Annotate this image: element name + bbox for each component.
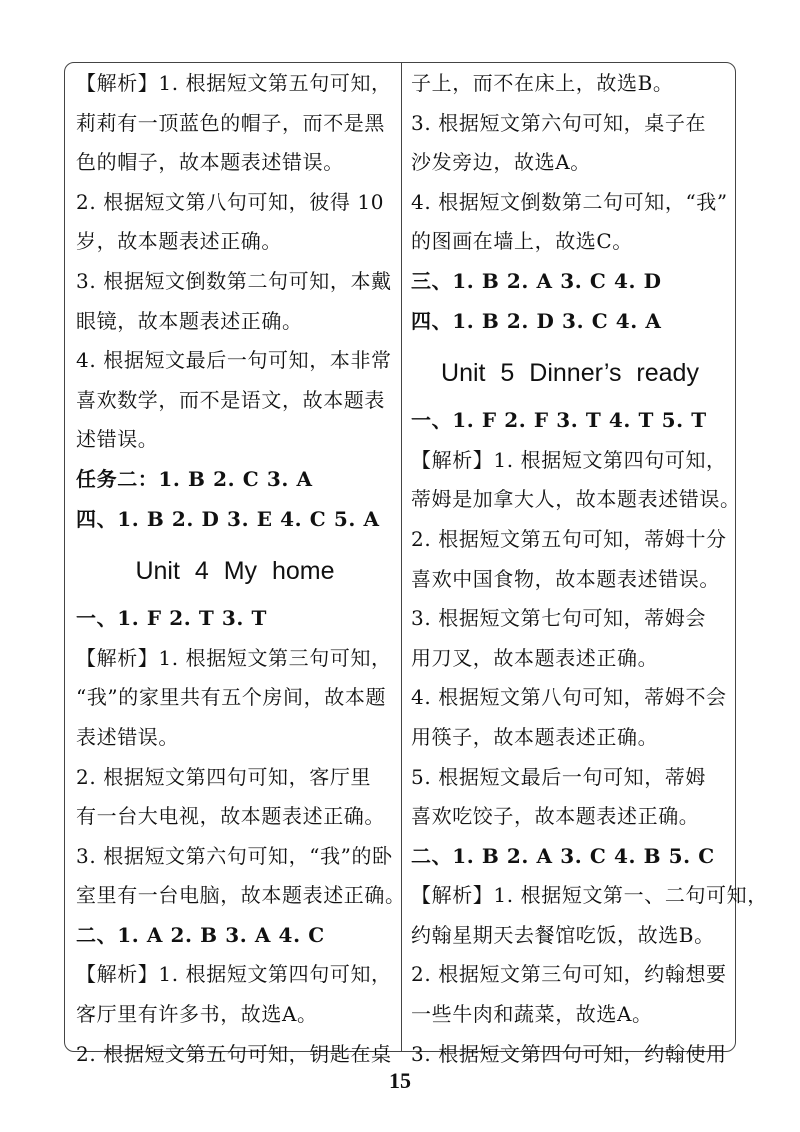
- explanation-line: 3. 根据短文第六句可知，桌子在: [411, 110, 707, 135]
- explanation-line: 喜欢数学，而不是语文，故本题表: [76, 387, 385, 412]
- explanation-line: 2. 根据短文第五句可知，钥匙在桌: [76, 1041, 392, 1066]
- explanation-line: 述错误。: [76, 427, 159, 452]
- explanation-line: 2. 根据短文第八句可知，彼得 10: [76, 189, 385, 214]
- explanation-line: 【解析】1. 根据短文第四句可知，: [411, 447, 727, 472]
- explanation-line: 3. 根据短文第四句可知，约翰使用: [411, 1041, 727, 1066]
- explanation-line: 眼镜，故本题表述正确。: [76, 308, 303, 333]
- explanation-line: 蒂姆是加拿大人，故本题表述错误。: [411, 487, 741, 512]
- explanation-line: 【解析】1. 根据短文第三句可知，: [76, 645, 392, 670]
- explanation-line: 色的帽子，故本题表述错误。: [76, 150, 344, 175]
- explanation-line: 莉莉有一顶蓝色的帽子，而不是黑: [76, 110, 385, 135]
- explanation-line: 4. 根据短文第八句可知，蒂姆不会: [411, 685, 727, 710]
- explanation-line: 一些牛肉和蔬菜，故选A。: [411, 1002, 653, 1027]
- answer-line: 二、1. A 2. B 3. A 4. C: [76, 922, 325, 947]
- explanation-line: 子上，而不在床上，故选B。: [411, 71, 674, 95]
- explanation-line: 室里有一台电脑，故本题表述正确。: [76, 883, 406, 908]
- explanation-line: 表述错误。: [76, 724, 179, 749]
- explanation-line: 3. 根据短文第六句可知，“我”的卧: [76, 843, 393, 868]
- explanation-line: 4. 根据短文最后一句可知，本非常: [76, 348, 392, 373]
- answer-line: 任务二：1. B 2. C 3. A: [76, 466, 313, 491]
- unit-title: Unit 5 Dinner’s ready: [441, 359, 699, 388]
- explanation-line: 沙发旁边，故选A。: [411, 150, 591, 175]
- explanation-line: 3. 根据短文第七句可知，蒂姆会: [411, 606, 707, 631]
- unit-title: Unit 4 My home: [135, 557, 335, 586]
- explanation-line: 5. 根据短文最后一句可知，蒂姆: [411, 764, 707, 789]
- explanation-line: “我”的家里共有五个房间，故本题: [76, 685, 387, 710]
- answer-line: 一、1. F 2. T 3. T: [76, 606, 268, 631]
- explanation-line: 2. 根据短文第四句可知，客厅里: [76, 764, 372, 789]
- explanation-line: 喜欢中国食物，故本题表述错误。: [411, 566, 720, 591]
- explanation-line: 【解析】1. 根据短文第一、二句可知，: [411, 883, 768, 908]
- answer-line: 一、1. F 2. F 3. T 4. T 5. T: [411, 408, 707, 433]
- answer-line: 四、1. B 2. D 3. E 4. C 5. A: [76, 506, 380, 531]
- explanation-line: 客厅里有许多书，故选A。: [76, 1002, 318, 1027]
- explanation-line: 2. 根据短文第三句可知，约翰想要: [411, 962, 727, 987]
- explanation-line: 约翰星期天去餐馆吃饭，故选B。: [411, 922, 715, 947]
- explanation-line: 4. 根据短文倒数第二句可知，“我”: [411, 189, 728, 214]
- explanation-line: 2. 根据短文第五句可知，蒂姆十分: [411, 526, 727, 551]
- page-number: 15: [389, 1068, 411, 1093]
- left-column: [76, 64, 406, 1074]
- right-column: [411, 64, 768, 1074]
- answer-line: 二、1. B 2. A 3. C 4. B 5. C: [411, 843, 715, 868]
- explanation-line: 喜欢吃饺子，故本题表述正确。: [411, 804, 700, 829]
- explanation-line: 岁，故本题表述正确。: [76, 229, 282, 254]
- explanation-line: 3. 根据短文倒数第二句可知，本戴: [76, 268, 392, 293]
- explanation-line: 用刀叉，故本题表述正确。: [411, 645, 659, 670]
- explanation-line: 用筷子，故本题表述正确。: [411, 724, 659, 749]
- answer-line: 四、1. B 2. D 3. C 4. A: [411, 308, 662, 333]
- explanation-line: 【解析】1. 根据短文第五句可知，: [76, 71, 392, 95]
- explanation-line: 【解析】1. 根据短文第四句可知，: [76, 962, 392, 987]
- explanation-line: 有一台大电视，故本题表述正确。: [76, 804, 385, 829]
- answer-line: 三、1. B 2. A 3. C 4. D: [411, 268, 662, 293]
- explanation-line: 的图画在墙上，故选C。: [411, 229, 633, 254]
